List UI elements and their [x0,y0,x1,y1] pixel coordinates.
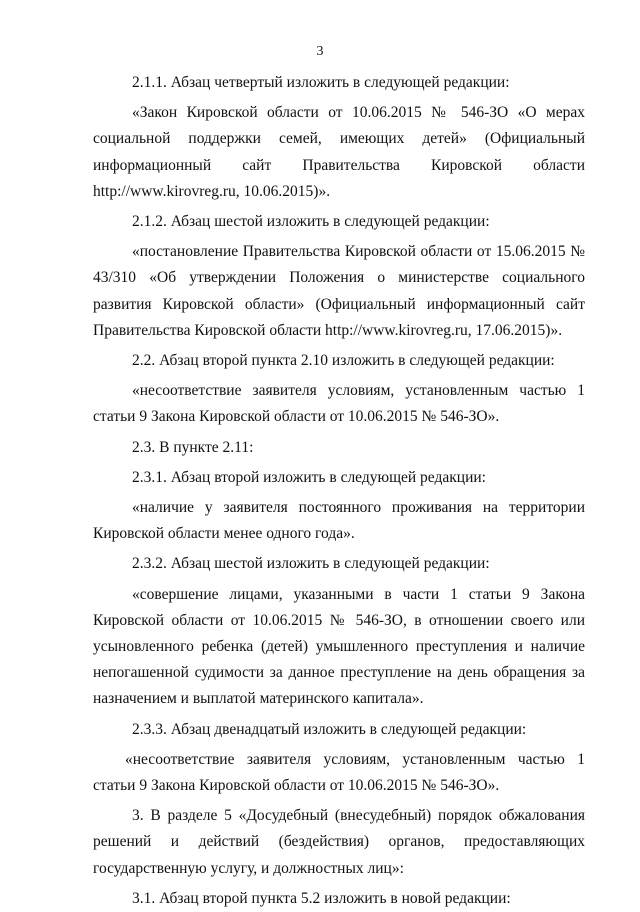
paragraph-2-3-3: 2.3.3. Абзац двенадцатый изложить в следующей редакции: [132,720,527,738]
document-body [93,70,585,912]
paragraph-2-3-3-text: «несоответствие заявителя условиям, установленным частью 1 статьи 9 Закона Кировской области от 10.06.2015 № 546-ЗО». [93,750,585,795]
paragraph-2-3-2-text: «совершение лицами, указанными в части 1 статьи 9 Закона Кировской области от 10.06.2015 № 546-ЗО, в отношении своего или усыновленного ребенка (детей) умышленного преступления и наличие непогашенной судимости за данное преступление на день обращения за назначением и выплатой материнского капитала». [93,585,585,708]
paragraph-2-2: 2.2. Абзац второй пункта 2.10 изложить в следующей редакции: [132,352,555,370]
paragraph-2-1-2: 2.1.2. Абзац шестой изложить в следующей редакции: [132,213,490,231]
paragraph-2-3: 2.3. В пункте 2.11: [132,438,254,456]
paragraph-2-1-1: 2.1.1. Абзац четвертый изложить в следующей редакции: [132,74,510,91]
paragraph-2-3-1-text: «наличие у заявителя постоянного проживания на территории Кировской области менее одного года». [93,499,585,543]
paragraph-2-2-text: «несоответствие заявителя условиям, установленным частью 1 статьи 9 Закона Кировской области от 10.06.2015 № 546-ЗО». [93,382,585,426]
paragraph-resolution-citation: «постановление Правительства Кировской области от 15.06.2015 № 43/310 «Об утверждении Положения о министерстве социального развития Кировской области» (Официальный информационный сайт Правительства Кировской области http://www.kirovreg.ru, 17.06.2015)». [93,243,585,339]
page-number: 3 [316,44,324,59]
paragraph-3-1: 3.1. Абзац второй пункта 5.2 изложить в новой редакции: [132,889,511,907]
paragraph-3: 3. В разделе 5 «Досудебный (внесудебный) порядок обжалования решений и действий (бездействия) органов, предоставляющих государственную услугу, и должностных лиц»: [93,807,585,877]
paragraph-2-3-1: 2.3.1. Абзац второй изложить в следующей редакции: [132,468,486,486]
paragraph-law-citation: «Закон Кировской области от 10.06.2015 № 546-ЗО «О мерах социальной поддержки семей, имеющих детей» (Официальный информационный сайт Правительства Кировской области http://www.kirovreg.ru, 10.06.2015)». [93,104,585,200]
paragraph-2-3-2: 2.3.2. Абзац шестой изложить в следующей редакции: [132,555,490,573]
